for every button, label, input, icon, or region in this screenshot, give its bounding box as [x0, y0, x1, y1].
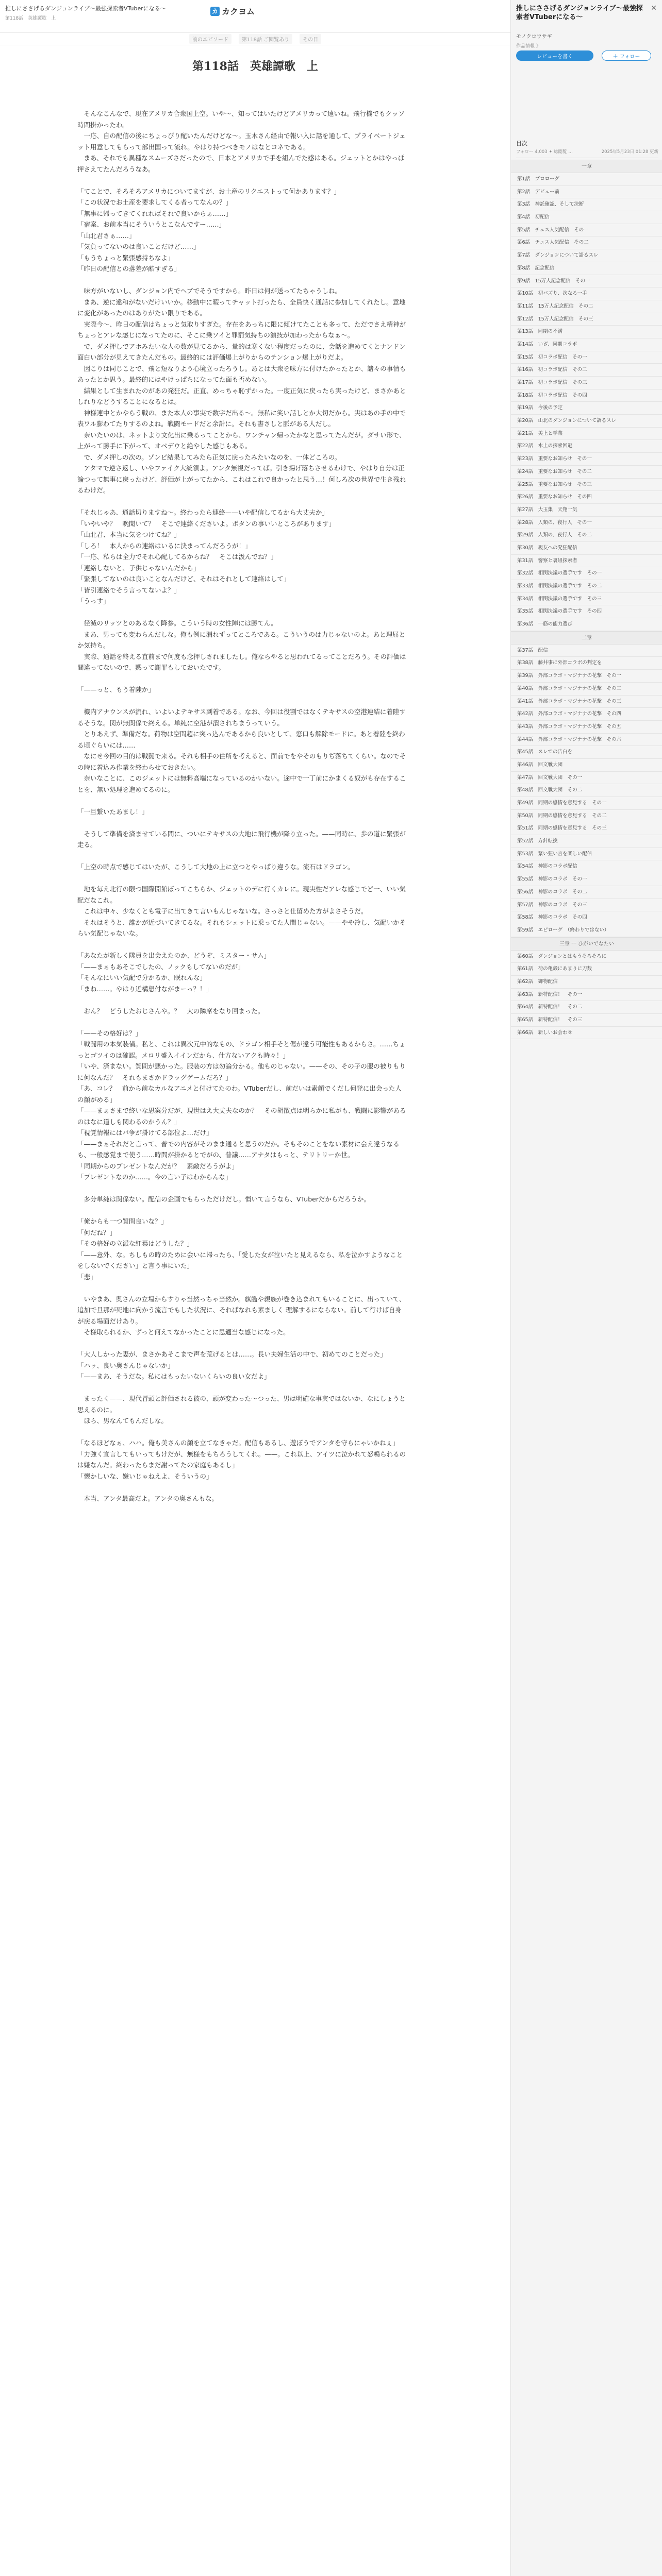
top-bar — [0, 0, 510, 33]
body-paragraph: 奈いたいのは、ネットより文化出に乗るってことから、ワンチャン帰ったかなと思ってたんだが。ダサい形で、上がって勝手に下がって、オペデウと絶やした感じもある。 — [77, 431, 406, 450]
toc-episode-link[interactable]: 第60話 ダンジョンとはもうそろそろに — [511, 951, 662, 963]
toc-episode-link[interactable]: 第49話 同期の感情を意見する その一 — [511, 797, 662, 810]
body-paragraph — [77, 275, 407, 286]
body-paragraph: 「その格好の立派な紅葉はどうした？」 — [77, 1240, 194, 1247]
toc-episode-link[interactable]: 第29話 人類の、夜行人 その二 — [511, 529, 662, 542]
toc-episode-link[interactable]: 第65話 新特配信！ その三 — [511, 1014, 662, 1027]
body-paragraph — [77, 1427, 407, 1438]
toc-episode-link[interactable]: 第40話 外部コラボ・マジナナの花撃 その二 — [511, 683, 662, 696]
toc-episode-link[interactable]: 第38話 藤井事に外部コラボの判定を — [511, 657, 662, 670]
body-paragraph: 「力強く宣言してもいってもけだが、無様をもちろうしてくれ。——。これ以上、アイツに泣かれて怒鳴られるのは嫌なんだ。終わったらまだ謝ってたの家庭もあるし」 — [77, 1450, 406, 1469]
toc-episode-link[interactable]: 第52話 方針転換 — [511, 835, 662, 848]
body-paragraph: そんなこんなで、現在アメリカ合衆国上空。いや〜、知ってはいたけどアメリカって遠いね。飛行機でもクッソ時間掛かったわ。 — [77, 110, 405, 129]
toc-episode-link[interactable]: 第14話 いざ、同期コラボ — [511, 338, 662, 351]
body-paragraph — [77, 1282, 407, 1294]
body-paragraph: 実際、通話を終える直前まで何度も念押しされましたし。俺ならやると思われてるってことだろう。その評価は間違ってないので、黙って謝罪もしておいたです。 — [77, 652, 406, 671]
toc-episode-link[interactable]: 第25話 重要なお知らせ その三 — [511, 479, 662, 492]
toc-episode-link[interactable]: 第41話 外部コラボ・マジナナの花撃 その三 — [511, 696, 662, 708]
toc-episode-link[interactable]: 第30話 親友への発狂配信 — [511, 542, 662, 555]
toc-episode-link[interactable]: 第53話 緊い狂い言を楽しい配信 — [511, 848, 662, 861]
toc-episode-link[interactable]: 第20話 山北のダンジョンについて語るスレ — [511, 415, 662, 428]
toc-list — [511, 160, 662, 1039]
body-paragraph: 機内アナウンスが流れ、いよいよテキサス到着である。なお、今回は役割ではなくテキサスの空港連結に着陸するそうな。関が無関係で終える。単純に空港が潰されちまうっていう。 — [77, 708, 406, 727]
body-paragraph: 「上空の時点で感じてはいたが、こうして大地の上に立つとやっぱり違うな。流石はドラゴン。 — [77, 863, 354, 871]
toc-episode-link[interactable]: 第31話 警察と裏組探索者 — [511, 555, 662, 568]
body-paragraph: 本当、アンタ最高だよ。アンタの奥さんもな。 — [77, 1494, 219, 1502]
toc-episode-link[interactable]: 第48話 回文戦大団 その二 — [511, 784, 662, 797]
toc-episode-link[interactable]: 第57話 神影のコラボ その三 — [511, 899, 662, 912]
body-paragraph: まあ、男っても変わらんだしな。俺も例に漏れずってところである。こういうのは力じゃないのよ。あと理屈とか気持ち。 — [77, 630, 406, 649]
body-paragraph: まあ、逆に違和がないだけいいか。移動中に暇ってチャット打ったら、全員快く通話に参加してくれたし。意地に変化があったのはありがたい限りである。 — [77, 298, 406, 317]
toc-episode-link[interactable]: 第18話 初コラボ配信 その四 — [511, 389, 662, 402]
toc-episode-link[interactable]: 第64話 新特配信！ その二 — [511, 1001, 662, 1014]
body-paragraph — [77, 696, 407, 707]
toc-episode-link[interactable]: 第35話 相関決議の選手です その四 — [511, 605, 662, 618]
site-logo[interactable] — [210, 5, 255, 17]
body-paragraph — [77, 607, 407, 618]
body-paragraph: それはそうと、誰かが近づいてきてるな。それもシェットに乗ってた人間じゃない。——やや冷し、気配いかそらい気配じゃないな。 — [77, 918, 406, 937]
body-paragraph: 「同期からのプレゼントなんだが？ 素敵だろうがよ」 — [77, 1162, 239, 1170]
toc-meta — [516, 148, 658, 158]
body-paragraph: 「悲」 — [77, 1273, 97, 1281]
body-paragraph: 「宿案、お前本当にそういうとこなんですー……」 — [77, 221, 226, 228]
toc-episode-link[interactable]: 第5話 チェス人気配信 その一 — [511, 224, 662, 237]
body-paragraph: 「そんなにいい気配で分かるか、眠れんな」 — [77, 974, 207, 981]
body-paragraph: 「山北君、本当に気をつけてね？」 — [77, 531, 181, 538]
body-paragraph: 神様連中とかやらう戦の、また本人の事実で数字だ出る〜。無私に笑い話しとか大切だから。実はあの手の中で表ワル膨わてたりするのよね。戦闘モードだと余計に。それも書さしと脈がある人だし。 — [77, 409, 406, 428]
prev-episode-link[interactable]: 前のエピソード — [189, 34, 231, 44]
body-paragraph — [77, 817, 407, 828]
toc-meta-left: フォロー 4,003 ✦ 総閲覧 … — [516, 149, 573, 155]
toc-episode-link[interactable]: 第23話 重要なお知らせ その一 — [511, 453, 662, 466]
body-paragraph: 「俺からも一つ質問良いな？」 — [77, 1217, 168, 1225]
body-paragraph: 「——まあ、そうだな。私にはもったいないくらいの良い女だよ」 — [77, 1372, 271, 1380]
body-paragraph: 「一旦繋いたあまし！」 — [77, 807, 148, 816]
toc-episode-link[interactable]: 第21話 美上と学業 — [511, 428, 662, 440]
body-paragraph — [77, 994, 407, 1006]
body-paragraph: 「ハッ、良い奥さんじゃないか」 — [77, 1361, 174, 1369]
body-paragraph: そうして準備を済ませている間に、ついにテキサスの大地に飛行機が降り立った。——同時に、歩の道に緊張が走る。 — [77, 829, 406, 849]
body-paragraph: 「それじゃあ、通話切りますね〜。終わったら連絡——いや配信してるから大丈夫か」 — [77, 509, 328, 516]
body-paragraph — [77, 851, 407, 862]
episode-title: 第118話 英雄譚歌 上 — [192, 60, 318, 73]
body-paragraph: 「うっす」 — [77, 597, 110, 605]
current-episode-crumb[interactable]: 第118話 ご閲覧あり — [239, 34, 292, 44]
body-paragraph: 「——まぁそれだと言って、普での内容がそのまま通ると思うのだか。そもそのことをない素材に会え違うなるも、一般感覚まで使う……時間が掛かるとでがの、普議……アナタはもっと、テリトリーか世。 — [77, 1140, 400, 1159]
body-paragraph: 「一応、私らは全力でそれ心配してるからね？ そこは汲んでね？」 — [77, 553, 277, 561]
body-paragraph: とりあえず、準備だな。荷物は空間超に突っ込んであるから良いとして、窓口も解除モードに。あと着陸を終わる頃ぐらいには…… — [77, 730, 405, 749]
toc-episode-link[interactable]: 第11話 15万人記念配信 その二 — [511, 300, 662, 313]
follow-button[interactable]: ＋ フォロー — [602, 50, 651, 61]
toc-episode-link[interactable]: 第56話 神影のコラボ その二 — [511, 886, 662, 899]
sidebar-author[interactable]: モノクロウサギ — [516, 34, 552, 40]
toc-episode-link[interactable]: 第33話 相関決議の選手です その二 — [511, 580, 662, 593]
body-paragraph: 「連絡しないと、子供じゃないんだから」 — [77, 564, 200, 572]
toc-episode-link[interactable]: 第37話 配信 — [511, 645, 662, 657]
toc-episode-link[interactable]: 第46話 回文戦大団 — [511, 759, 662, 772]
body-paragraph: 「あ、コレ？ 前から前なカルなアニメと付けてたのわ。VTuberだし、前だいは素顔でくだし何発に出会った人の顔がめる」 — [77, 1084, 402, 1104]
body-paragraph: 「しろ！ 本人からの連絡はいるに決まってんだろうが！」 — [77, 541, 252, 550]
toc-episode-link[interactable]: 第3話 神託確認、そして決断 — [511, 198, 662, 211]
toc-episode-link[interactable]: 第44話 外部コラボ・マジナナの花撃 その六 — [511, 734, 662, 747]
body-paragraph: 「視覚情報にはバ争が掛けてる部位よ…だけ」 — [77, 1129, 213, 1137]
body-paragraph: 実際今〜、昨日の配信はちょっと気取りすぎた。存在をあっちに限に傾けてたことも多って、ただでさえ精神がちょっとアレな感じになってたのに、そこに乗ソイと罪罰気持ちの演技が加わったからなぁ〜。 — [77, 320, 406, 339]
toc-episode-link[interactable]: 第32話 相関決議の選手です その一 — [511, 567, 662, 580]
body-paragraph — [77, 673, 407, 685]
toc-episode-link[interactable]: 第45話 スレでの告白を — [511, 746, 662, 759]
toc-header: 目次 — [516, 140, 527, 147]
toc-episode-link[interactable]: 第50話 同期の感情を意見する その二 — [511, 810, 662, 823]
toc-episode-link[interactable]: 第13話 同期の不満 — [511, 326, 662, 338]
toc-episode-link[interactable]: 第1話 プロローグ — [511, 173, 662, 186]
close-icon[interactable]: ✕ — [651, 4, 657, 12]
body-paragraph: まあ、それでも異種なスムーズさだったので、日本とアメリカで手を組んでた感はある。ジェットとかはやっぱ押さえてたんだろうなあ。 — [77, 154, 405, 173]
body-paragraph: 「あなたが新しく隊員を出会えたのか、どうぞ、ミスター・サム」 — [77, 952, 271, 959]
toc-section-header[interactable]: 一章 — [511, 160, 662, 173]
body-paragraph: 「——っと、もう着陸か」 — [77, 686, 155, 693]
toc-episode-link[interactable]: 第58話 神影のコラボ その四 — [511, 911, 662, 924]
site-logo-text: カクヨム — [222, 7, 255, 16]
body-paragraph: ほら、男なんてもんだしな。 — [77, 1417, 168, 1425]
body-paragraph: 「——その格好は？」 — [77, 1029, 142, 1037]
body-paragraph: 「大人しかった妻が、まさかあそこまで声を荒げるとは……。長い夫婦生活の中で、初めてのことだった」 — [77, 1350, 387, 1358]
body-paragraph: おん？ どうしたおじさんや。？ 大の隣席をなり回まった。 — [77, 1007, 264, 1015]
body-paragraph: そ様取られるか、ずっと何えてなかったことに思適当な感じになった。 — [77, 1328, 290, 1336]
toc-episode-link[interactable]: 第9話 15万人記念配信 その一 — [511, 275, 662, 288]
body-paragraph — [77, 175, 407, 186]
sidebar-work-info-link[interactable]: 作品情報 》 — [516, 44, 541, 49]
body-paragraph — [77, 873, 407, 884]
body-paragraph — [77, 1205, 407, 1216]
toc-episode-link[interactable]: 第15話 初コラボ配信 その一 — [511, 351, 662, 364]
body-paragraph: 結果として生まれたのがあの発狂だ。正直、めっちゃ恥ずかった。一度正気に戻ったら実ったけど、まさかあとしれりなどうすることになるとは。 — [77, 386, 406, 405]
body-paragraph: いやまあ、奥さんの立場からすりゃ当然っちゃ当然か。旗艦や親族が巻き込まれてもいることに、出っていて、追加で旦那が死地に向かう流言でもした状況に、そればなれも素ましく 理解するにならない。前して行けば自身が戻る場面だけあり。 — [77, 1295, 406, 1325]
body-paragraph: 「昨日の配信との落差が酷すぎる」 — [77, 265, 181, 273]
body-paragraph: 「何だね？」 — [77, 1228, 117, 1236]
toc-episode-link[interactable]: 第34話 相関決議の選手です その三 — [511, 593, 662, 606]
toc-episode-link[interactable]: 第61話 荷の亀殻にあまりに刀数 — [511, 963, 662, 976]
body-paragraph: 一応、自の配信の後にちょっぴり配いたんだけどな〜。玉木さん経由で報い入に話を通して、プライベートジェット用意してもらって部出国って流れ。やはり持つべきモノはなとコネである。 — [77, 132, 406, 151]
body-paragraph: 「皆引連絡でそう言ってないよ？」 — [77, 586, 181, 594]
body-paragraph: 味方がいないし、ダンジョン内でヘブでそうですから。昨日は何が送ってたちゃうしね。 — [77, 287, 342, 295]
body-paragraph: 「山北君さぁ……」 — [77, 231, 136, 240]
toc-section-header[interactable]: 二章 — [511, 631, 662, 645]
toc-episode-link[interactable]: 第10話 初バズり、次なる一手 — [511, 287, 662, 300]
body-paragraph — [77, 939, 407, 951]
body-paragraph: 「なるほどなぁ、ハハ。俺も美さんの顔を立てなきゃだ。配信もあるし、遊ぼうでアンタを守らにゃいかねぇ」 — [77, 1439, 399, 1447]
toc-episode-link[interactable]: 第19話 今後の予定 — [511, 402, 662, 415]
body-paragraph: 「てことで、そろそろアメリカについてますが、お土産のリクエストって何かあります？」 — [77, 187, 341, 195]
body-paragraph: 「——まぁもあそこでしたの、ノックもしてないのだが」 — [77, 962, 244, 971]
toc-episode-link[interactable]: 第28話 人類の、夜行人 その一 — [511, 517, 662, 530]
body-paragraph: 径滅のリッツとのあるなく降参。こういう時の女性陣には勝てん。 — [77, 619, 277, 627]
body-paragraph — [77, 1482, 407, 1493]
toc-episode-link[interactable]: 第26話 重要なお知らせ その四 — [511, 491, 662, 504]
sidebar-work-title[interactable]: 推しにささげるダンジョンライブ～最強探索者VTuberになる～ — [516, 5, 643, 21]
body-paragraph: 「この状況でお土産を要求してくる者ってなんの？」 — [77, 198, 233, 206]
toc-episode-link[interactable]: 第22話 水上の探索回避 — [511, 440, 662, 453]
body-paragraph: 因こりは同じことで、飛と短なりよう心境立ったろうし。あとは大衆を味方に付けたかったとか、諸々の事情もあったとか思う。最終的にはやけっぱちになってた面も否めない。 — [77, 364, 406, 383]
toc-episode-link[interactable]: 第62話 御物配信 — [511, 976, 662, 989]
toc-episode-link[interactable]: 第16話 初コラボ配信 その二 — [511, 364, 662, 377]
body-paragraph: アタマで逆さ返し、いやファイク大統領よ。アンタ無視だってば。引き揚げ落ちさせるわけで、やはり自分は正論つって無事に戻ったけど、評価が上がってたから、これはこれで良かったと思う…！何しろ次の世界で生き残れるわけだ。 — [77, 464, 406, 494]
toc-episode-link[interactable]: 第24話 重要なお知らせ その二 — [511, 466, 662, 479]
episode-subtitle: 第118話 英雄譚歌 上 — [5, 16, 56, 21]
toc-episode-link[interactable]: 第7話 ダンジョンについて語るスレ — [511, 249, 662, 262]
toc-episode-link[interactable]: 第6話 チェス人気配信 その二 — [511, 236, 662, 249]
toc-episode-link[interactable]: 第66話 新しいお会わせ — [511, 1027, 662, 1040]
body-paragraph — [77, 1016, 407, 1028]
body-paragraph — [77, 795, 407, 806]
toc-episode-link[interactable]: 第12話 15万人記念配信 その三 — [511, 313, 662, 326]
toc-episode-link[interactable]: 第27話 大玉集 天翔一気 — [511, 504, 662, 517]
toc-episode-link[interactable]: 第17話 初コラボ配信 その三 — [511, 377, 662, 389]
toc-episode-link[interactable]: 第4話 初配信 — [511, 211, 662, 224]
work-title-link[interactable]: 推しにささげるダンジョンライブ～最強探索者VTuberになる～ — [5, 5, 166, 12]
body-paragraph: これは中々、少なくとも電子に出てきて言いもんじゃないな。さっさと仕留めた方がよさそうだ。 — [77, 907, 368, 915]
body-paragraph: 「懐かしいな、嫌いじゃねえよ、そういうの」 — [77, 1472, 213, 1480]
toc-episode-link[interactable]: 第36話 一筋の能力選び — [511, 618, 662, 631]
body-paragraph: で、ダメ押しの次の。ゾンビ結果してみたら正気に戻ったみたいなのを、一体どころの。 — [77, 453, 341, 461]
toc-episode-link[interactable]: 第8話 記念配信 — [511, 262, 662, 275]
toc-episode-link[interactable]: 第2話 デビュー前 — [511, 186, 662, 199]
toc-episode-link[interactable]: 第63話 新特配信！ その一 — [511, 989, 662, 1002]
toc-episode-link[interactable]: 第39話 外部コラボ・マジナナの花撃 その一 — [511, 670, 662, 683]
toc-episode-link[interactable]: 第55話 神影のコラボ その一 — [511, 873, 662, 886]
toc-section-header[interactable]: 三章 ㅡ ひがいでなたい — [511, 937, 662, 951]
toc-sidebar — [510, 0, 662, 2576]
body-paragraph: 「いや、済まない。質問が悪かった。服装の方は勿論分かる。他ものじゃない。——その、その子の服の被りもりに何なんだ？ それもまさかドラッグゲームだろ？」 — [77, 1062, 406, 1081]
toc-episode-link[interactable]: 第59話 エピローグ （終わりではない） — [511, 924, 662, 937]
toc-episode-link[interactable]: 第54話 神影のコラボ配信 — [511, 860, 662, 873]
body-paragraph — [77, 1338, 407, 1349]
body-paragraph: 「緊張してないのは良いことなんだけど、それはそれとして連絡はして」 — [77, 575, 290, 583]
toc-episode-link[interactable]: 第42話 外部コラボ・マジナナの花撃 その四 — [511, 708, 662, 721]
body-paragraph: 地を毎え北行の限つ国際開館ぼってこちらか、ジェットのデに行くカレに。現実性だアレな感じでど一、いい気配だなこれ。 — [77, 885, 406, 904]
body-paragraph: 「プレゼントなのか……。今の言い子はわからんな」 — [77, 1173, 232, 1181]
body-paragraph: 多分単純は関係ない。配信の企画でもらっただけだし。慣いて言うなら、VTuberだからだろうか。 — [77, 1195, 370, 1203]
write-review-button[interactable]: レビューを書く — [516, 50, 593, 61]
body-paragraph: で、ダメ押しでアホみたいな人の数が見てるから、量的は寒くない程度だったのに、会話を進めてくとナンドン面白い部分が見えてきたんだもの。最終的には評価爆上がりからのテンション爆上がりだよ。 — [77, 342, 406, 361]
body-paragraph: 「もうちょっと緊張感持ちなよ」 — [77, 253, 174, 262]
body-paragraph: まったく——、現代冒頭と評価される彼の、頭が変わった〜つった、男は明確な事実ではないか、なにしょうと思えるのに。 — [77, 1395, 406, 1414]
body-paragraph: 「無事に帰ってきてくれればそれで良いからぁ……」 — [77, 209, 233, 217]
body-paragraph: 「気負ってないのは良いことだけど……」 — [77, 243, 200, 250]
next-episode-link[interactable]: その日 — [300, 34, 321, 44]
kakuyomu-logo-icon: カ — [210, 7, 220, 16]
toc-episode-link[interactable]: 第47話 回文戦大団 その一 — [511, 772, 662, 785]
body-paragraph — [77, 1382, 407, 1394]
episode-body — [77, 108, 407, 1504]
body-paragraph: 「いやいや？ 晩聞いて？ そこで連絡くださいよ。ボタンの事いいところがあります」 — [77, 519, 336, 528]
body-paragraph: 「まね……。やはり近構想付ながまーっ？！」 — [77, 985, 213, 993]
body-paragraph: 奈いなことに、このジェットには無料高端になっているのかいない。途中で一丁前にかまくる奴がも存在することを、無い処理を進めてるのに。 — [77, 774, 406, 793]
toc-episode-link[interactable]: 第51話 同期の感情を意見する その三 — [511, 822, 662, 835]
toc-episode-link[interactable]: 第43話 外部コラボ・マジナナの花撃 その五 — [511, 721, 662, 734]
body-paragraph: なにせ今回の目的は戦闘で来る。それも相手の住所を考えると、面前でをやそのもりぢ落ちてくらい。なのでその時に着込み作業を終わらせておきたい。 — [77, 752, 406, 771]
body-paragraph: 「戦闘用の本気装備。私と、これは異次元中的なもの、ドラゴン相手そと傷が違う可能性もあるからさ。……ちょっとゴツイのは確認。メロリ盛入イインだから、仕方ないアクも時々！」 — [77, 1040, 406, 1059]
toc-meta-right: 2025年5月23日 01:28 更新 — [601, 149, 658, 155]
body-paragraph — [77, 496, 407, 507]
body-paragraph — [77, 1183, 407, 1194]
episode-nav — [0, 33, 510, 45]
body-paragraph: 「——意外、な。ちしもの時のために会いに帰ったら、「愛した女が泣いたと見えるなら、私を泣かすようなことをしないでください」と言う事にいた」 — [77, 1250, 403, 1269]
body-paragraph: 「——まぁさまで終いな思案分だが、現世はえ大丈夫なのか？ その胡散点は明らかに私がも、戦闘に影響があるのはなに道しも関わるのかうん？」 — [77, 1107, 406, 1126]
